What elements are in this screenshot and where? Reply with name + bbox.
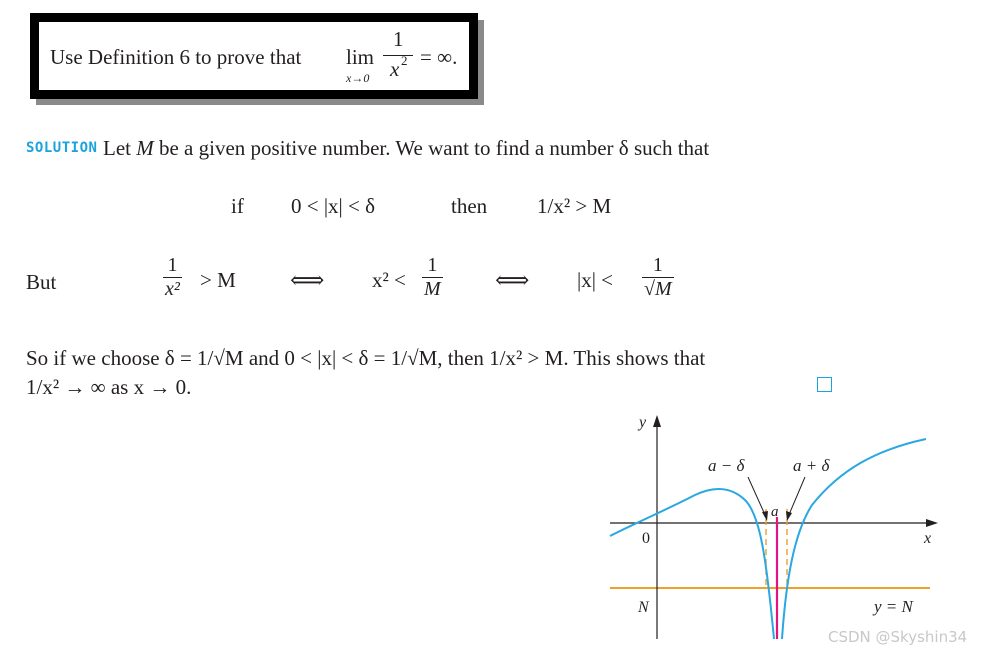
problem-box xyxy=(30,13,478,99)
label-a: a xyxy=(771,504,779,520)
arrow-a-plus-delta xyxy=(788,477,805,517)
problem-lead: Use Definition 6 to prove that xyxy=(50,45,302,69)
iff-symbol-2: ⟺ xyxy=(495,268,530,294)
eq1-numerator: 1 xyxy=(167,254,178,276)
cond-then: then xyxy=(451,194,488,218)
problem-lim-subscript: x→0 xyxy=(346,71,370,85)
eq1-fraction xyxy=(163,254,182,301)
eq3-fraction xyxy=(642,254,674,301)
origin-label: 0 xyxy=(642,530,650,547)
cond-inequality-1: 0 < |x| < δ xyxy=(291,194,375,218)
x-axis-arrow-icon xyxy=(926,519,938,527)
problem-box-inner xyxy=(39,22,469,90)
iff-symbol-1: ⟺ xyxy=(290,268,325,294)
conclusion-line-2: 1/x² → ∞ as x → 0. xyxy=(26,375,192,399)
eq1-rhs: > M xyxy=(200,268,236,292)
conclusion-line-1: So if we choose δ = 1/√M and 0 < |x| < δ = 1/√M, then 1/x² > M. This shows that xyxy=(26,346,706,370)
problem-frac-bar xyxy=(383,55,413,56)
eq3-denominator: √M xyxy=(644,278,672,300)
label-y-equals-N: y = N xyxy=(874,597,913,616)
arrow-a-minus-delta xyxy=(748,477,766,517)
figure-graph xyxy=(600,405,945,650)
eq3-lhs: |x| < xyxy=(577,268,614,292)
watermark: CSDN @Skyshin34 xyxy=(828,628,968,646)
arrow-head-a-plus-delta-icon xyxy=(786,511,792,521)
label-a-plus-delta: a + δ xyxy=(793,456,830,475)
eq2-numerator: 1 xyxy=(427,254,438,276)
eq2-fraction xyxy=(422,254,443,301)
qed-box-icon xyxy=(817,377,832,392)
solution-intro xyxy=(103,136,709,161)
cond-if: if xyxy=(231,194,244,218)
y-axis-label: y xyxy=(639,414,647,431)
but-label: But xyxy=(26,270,57,294)
solution-label: SOLUTION xyxy=(26,140,98,156)
cond-inequality-2: 1/x² > M xyxy=(537,194,612,218)
intro-part2: be a given positive number. We want to find a number δ such that xyxy=(158,136,710,160)
x-axis-label: x xyxy=(924,530,932,547)
label-a-minus-delta: a − δ xyxy=(708,456,745,475)
n-label: N xyxy=(638,599,649,616)
problem-frac-denominator: x xyxy=(390,57,400,81)
problem-frac-numerator: 1 xyxy=(393,27,404,51)
problem-tail: = ∞. xyxy=(420,45,458,69)
eq2-lhs: x² < xyxy=(372,268,406,292)
eq3-numerator: 1 xyxy=(652,254,663,276)
problem-lim: lim xyxy=(346,45,375,69)
eq1-denominator: x² xyxy=(165,278,180,300)
y-axis-arrow-icon xyxy=(653,415,661,427)
problem-frac-exponent: 2 xyxy=(401,53,408,68)
intro-part1: Let xyxy=(103,136,131,160)
arrow-head-a-minus-delta-icon xyxy=(762,511,768,521)
eq2-denominator: M xyxy=(424,278,441,300)
intro-M: M xyxy=(136,136,154,160)
